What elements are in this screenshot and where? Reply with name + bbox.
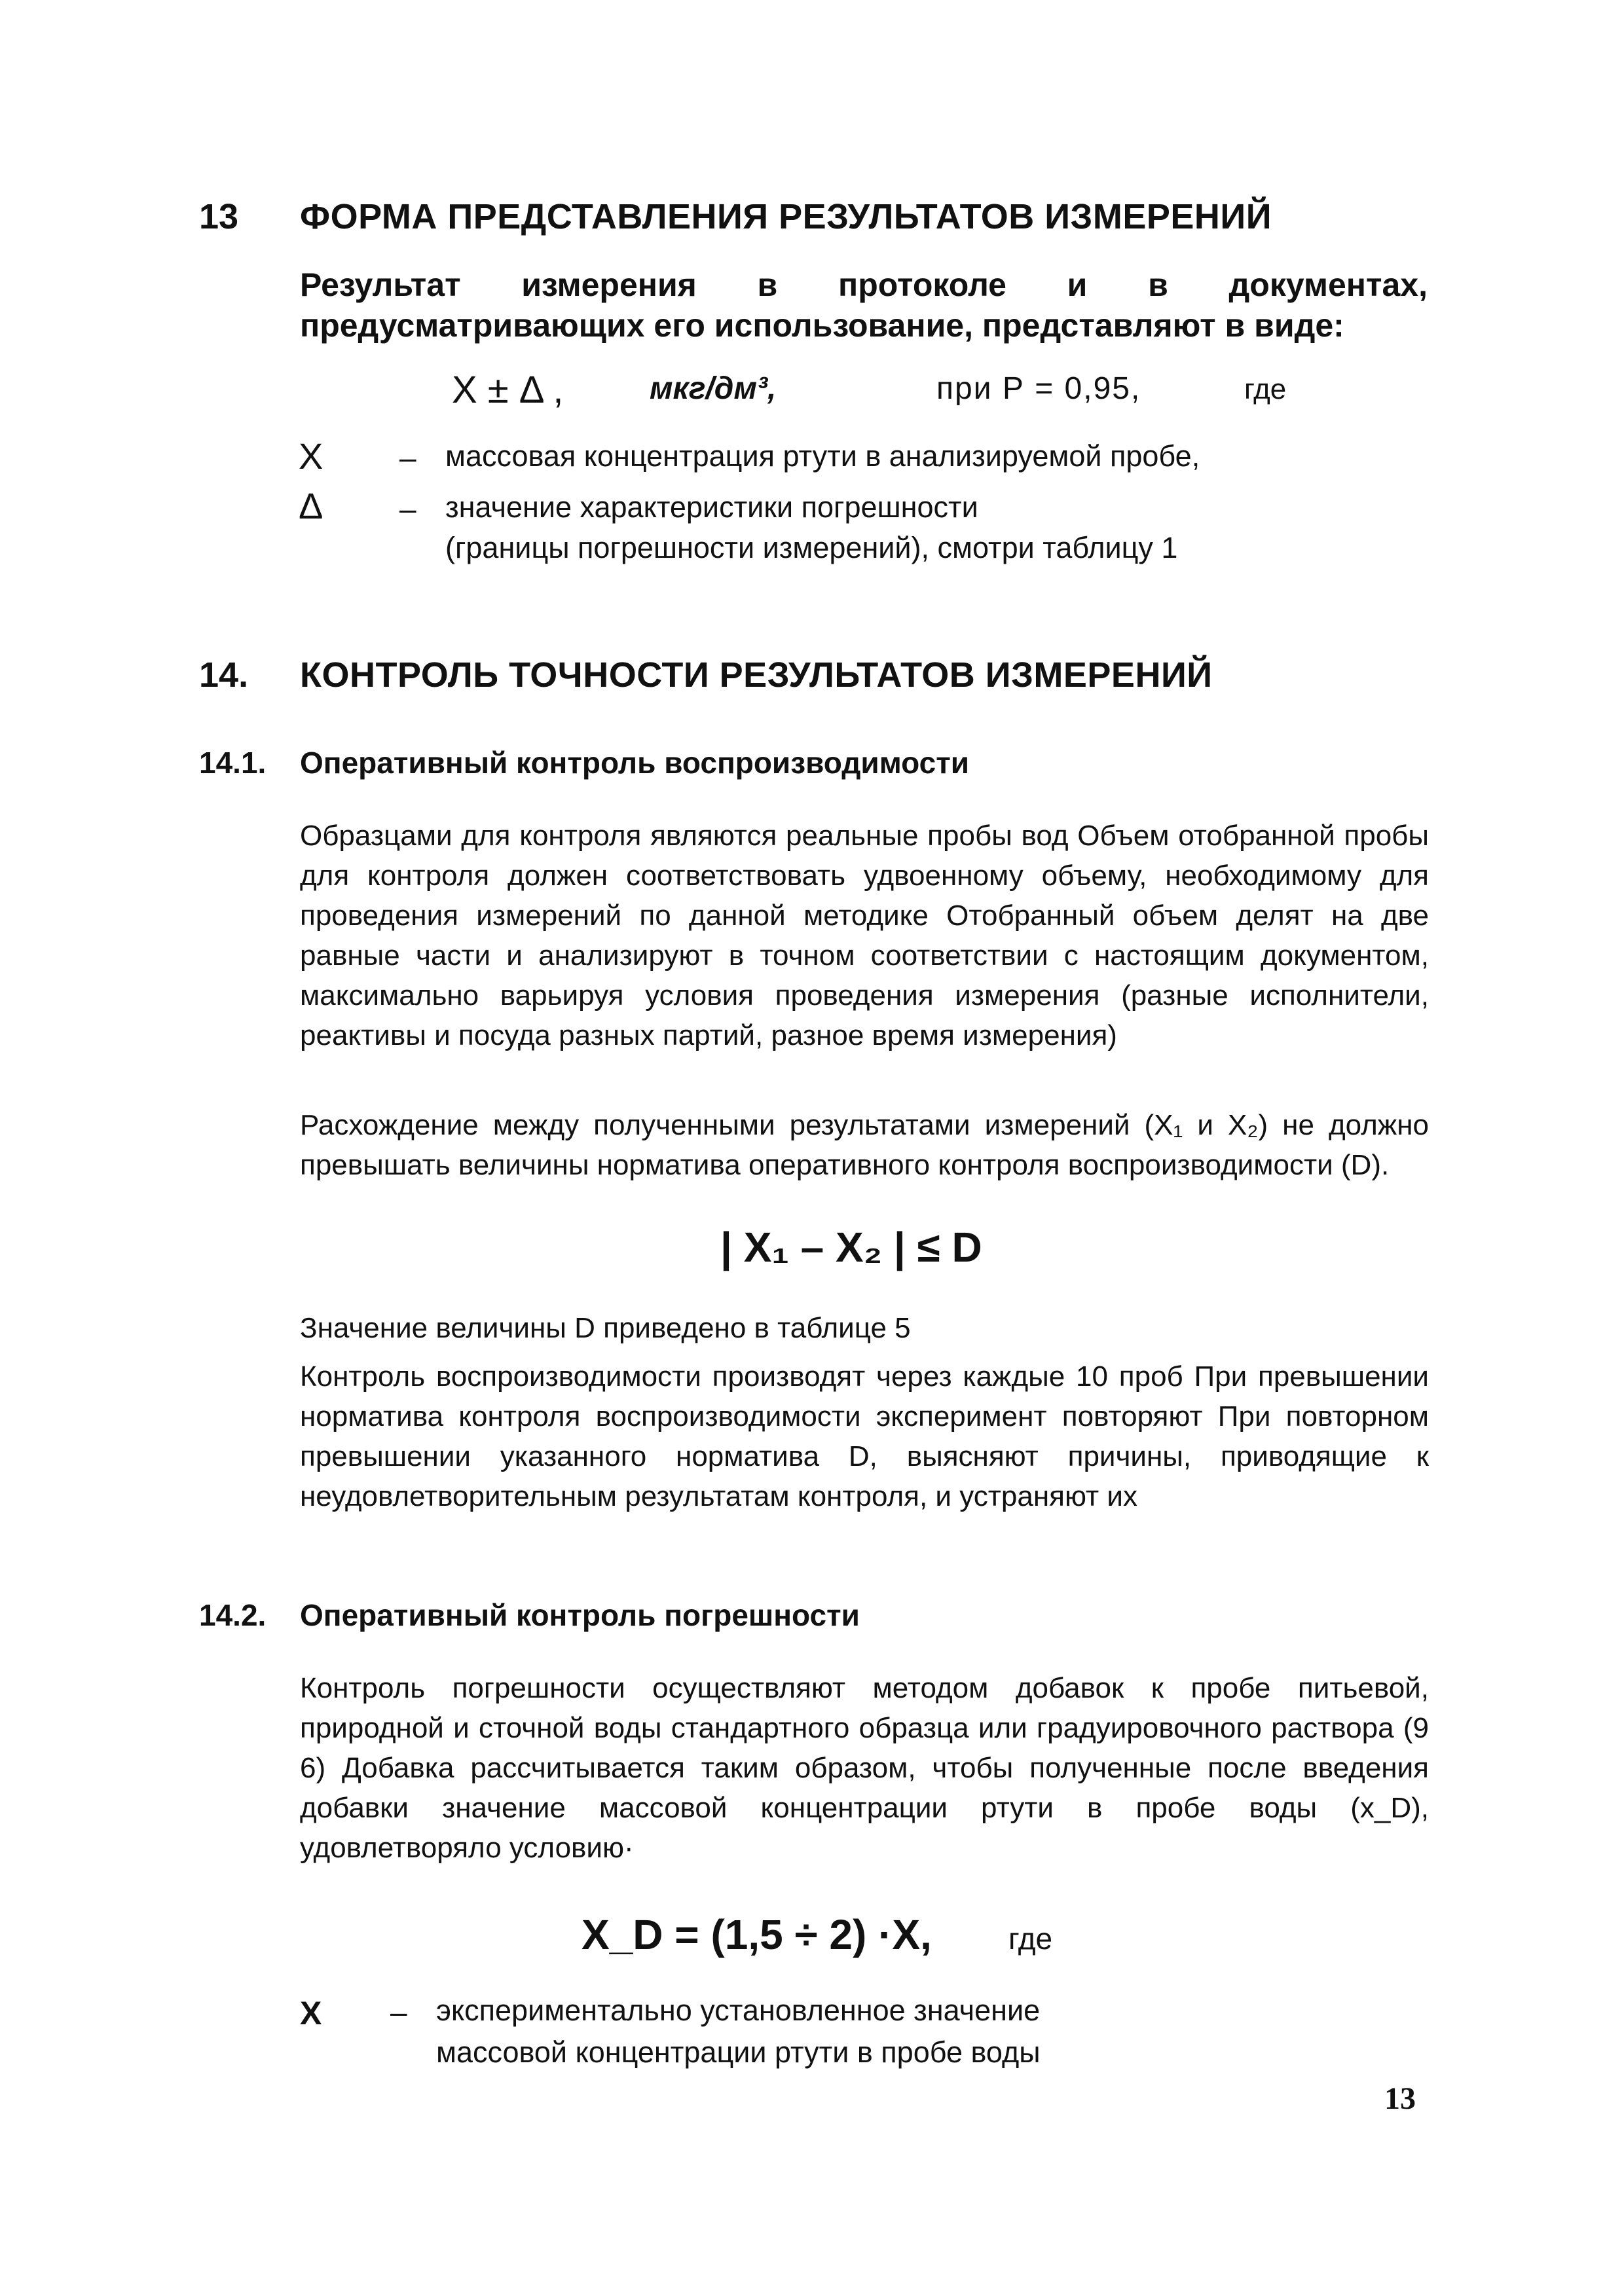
section-14-1-paragraph-4: Контроль воспроизводимости производят через каждые 10 проб При превышении норматива контроля воспроизводимости эксперимент повторяют При повторном превышении указанного норматива D, выясняют причины, приводящие к неудовлетворительным результатам контроля, и устраняют их bbox=[300, 1360, 1429, 1512]
section-14-1-paragraph-1: Образцами для контроля являются реальные пробы вод Объем отобранной пробы для контроля должен соответствовать удвоенному объему, необходимому для проведения измерений по данной методике Отобранный объем делят на две равные части и анализируют в точном соответствии с настоящим документом, максимально варьируя условия проведения измерения (разные исполнители, реактивы и посуда разных партий, разное время измерения) bbox=[300, 820, 1429, 1051]
def-x2-text-1: экспериментально установленное значение bbox=[436, 1994, 1041, 2027]
result-formula-where: где bbox=[1244, 373, 1287, 405]
result-formula bbox=[452, 368, 564, 412]
reproducibility-formula: | X₁ – X₂ | ≤ D bbox=[720, 1224, 982, 1271]
section-14-1-number: 14.1. bbox=[199, 746, 267, 780]
section-14-2-paragraph-1: Контроль погрешности осуществляют методом добавок к пробе питьевой, природной и сточной воды стандартного образца или градуировочного раствора (9 6) Добавка рассчитывается таким образом, чтобы полученные после введения добавки значение массовой концентрации ртути в пробе воды (x_D), удовлетворяло условию· bbox=[300, 1672, 1429, 1864]
result-formula-unit: мкг/дм³, bbox=[650, 371, 777, 406]
def-x2-text-2: массовой концентрации ртути в пробе воды bbox=[436, 2035, 1041, 2069]
result-formula-condition: при Р = 0,95, bbox=[936, 371, 1141, 406]
def-x-text: массовая концентрация ртути в анализируемой пробе, bbox=[445, 439, 1200, 473]
def-x2-dash: – bbox=[390, 1995, 407, 2029]
def-delta-symbol: Δ bbox=[299, 485, 323, 526]
section-14-title: КОНТРОЛЬ ТОЧНОСТИ РЕЗУЛЬТАТОВ ИЗМЕРЕНИЙ bbox=[300, 655, 1213, 695]
def-x2-symbol: X bbox=[300, 1995, 322, 2032]
def-x-dash: – bbox=[399, 441, 416, 475]
section-14-1-paragraph-3: Значение величины D приведено в таблице 5 bbox=[300, 1312, 911, 1344]
section-14-number: 14. bbox=[199, 655, 249, 695]
result-formula-expression: X ± Δ , bbox=[452, 369, 564, 411]
def-delta-dash: – bbox=[399, 492, 416, 526]
def-delta-text: значение характеристики погрешности bbox=[445, 490, 978, 524]
section-14-2-title: Оперативный контроль погрешности bbox=[300, 1598, 860, 1632]
page-number: 13 bbox=[1384, 2081, 1416, 2116]
section-13-number: 13 bbox=[199, 197, 239, 236]
def-x-symbol: X bbox=[299, 435, 323, 477]
def-delta-text-continued: (границы погрешности измерений), смотри таблицу 1 bbox=[445, 531, 1178, 564]
section-13-title: ФОРМА ПРЕДСТАВЛЕНИЯ РЕЗУЛЬТАТОВ ИЗМЕРЕНИЙ bbox=[300, 197, 1272, 236]
section-13-intro: Результат измерения в протоколе и в документах, предусматривающих его использование, представляют в виде: bbox=[300, 266, 1428, 344]
additive-formula-where: где bbox=[1008, 1922, 1053, 1956]
section-14-1-title: Оперативный контроль воспроизводимости bbox=[300, 746, 970, 780]
additive-formula: X_D = (1,5 ÷ 2) ·X, bbox=[581, 1911, 932, 1958]
section-14-1-paragraph-2: Расхождение между полученными результатами измерений (X₁ и X₂) не должно превышать величины норматива оперативного контроля воспроизводимости (D). bbox=[300, 1109, 1429, 1181]
section-14-2-number: 14.2. bbox=[199, 1598, 267, 1632]
